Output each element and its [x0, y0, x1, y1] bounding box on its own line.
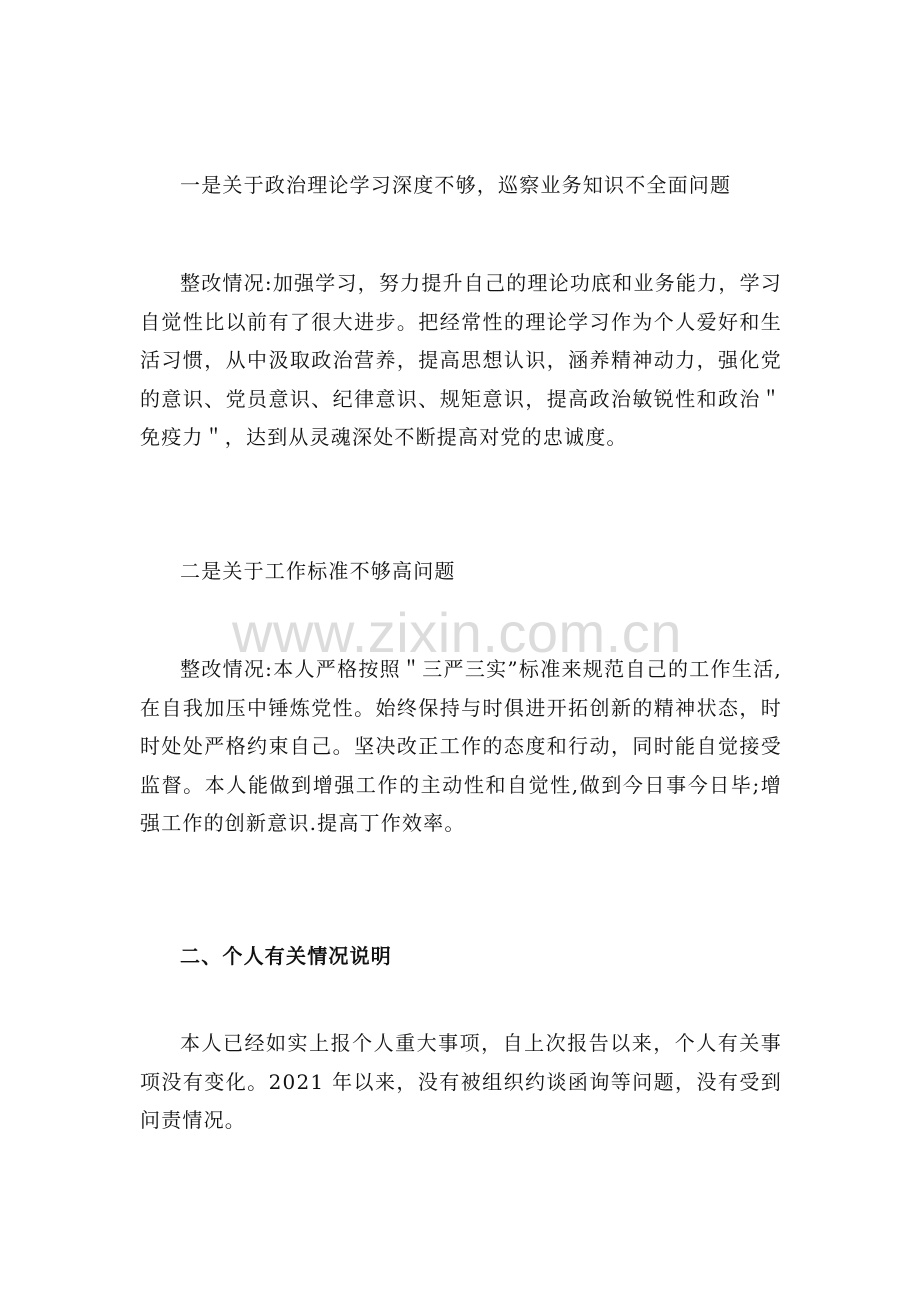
rectification-paragraph-1: 整改情况:加强学习，努力提升自己的理论功底和业务能力，学习自觉性比以前有了很大进步。把经常性的理论学习作为个人爱好和生活习惯，从中汲取政治营养，提高思想认识，涵养精神动力，强化党的意识、党员意识、纪律意识、规矩意识，提高政治敏锐性和政治＂免疫力＂，达到从灵魂深处不断提高对党的忠诚度。 [140, 271, 782, 449]
personal-situation-paragraph: 本人已经如实上报个人重大事项，自上次报告以来，个人有关事项没有变化。2021 年以来，没有被组织约谈函询等问题，没有受到问责情况。 [140, 1031, 782, 1132]
watermark: www.zixin.com.cn [232, 601, 682, 664]
rectification-paragraph-2: 整改情况:本人严格按照＂三严三实”标准来规范自己的工作生活,在自我加压中锤炼党性。始终保持与时俱进开拓创新的精神状态，时时处处严格约束自己。坚决改正工作的态度和行动，同时能自觉接受监督。本人能做到增强工作的主动性和自觉性,做到今日事今日毕;增强工作的创新意识.提高丁作效率。 [140, 657, 782, 835]
subsection-heading-2: 二是关于工作标准不够高问题 [180, 559, 456, 583]
section-title: 二、个人有关情况说明 [180, 944, 392, 968]
subsection-heading-1: 一是关于政治理论学习深度不够，巡察业务知识不全面问题 [180, 173, 732, 197]
